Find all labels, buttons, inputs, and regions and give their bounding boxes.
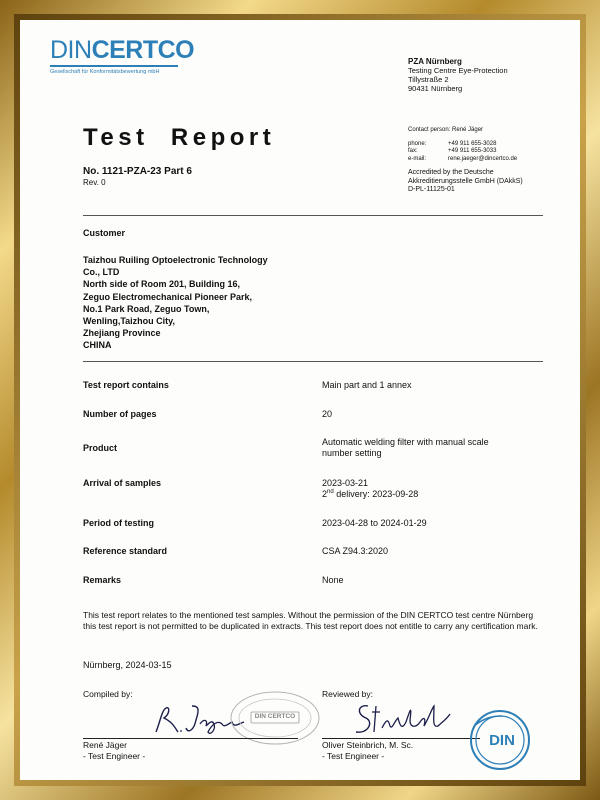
accreditation-line1: Accredited by the Deutsche xyxy=(408,169,494,176)
standard-label: Reference standard xyxy=(83,546,168,556)
pages-label: Number of pages xyxy=(83,409,157,419)
customer-line: CHINA xyxy=(83,340,112,351)
remarks-label: Remarks xyxy=(83,575,122,585)
product-label: Product xyxy=(83,443,118,453)
logo-rule xyxy=(50,65,178,67)
logo-tagline: Gesellschaft für Konformitätsbewertung mbH xyxy=(50,69,160,75)
signature-steinbrich xyxy=(350,700,460,740)
contains-label: Test report contains xyxy=(83,380,169,390)
customer-address xyxy=(83,254,268,352)
customer-line: Co., LTD xyxy=(83,267,120,278)
contact-block xyxy=(408,127,517,163)
logo-certco: CERTCO xyxy=(91,36,195,64)
din-certco-logo xyxy=(50,37,194,75)
customer-line: Zhejiang Province xyxy=(83,328,161,339)
contains-value: Main part and 1 annex xyxy=(322,380,412,390)
customer-line: North side of Room 201, Building 16, xyxy=(83,279,241,290)
divider xyxy=(83,215,543,216)
contact-person: Contact person: René Jäger xyxy=(408,127,484,133)
lab-address xyxy=(408,57,508,93)
reviewed-signature-line xyxy=(322,738,482,739)
divider xyxy=(83,361,543,362)
arrival-ordinal: 2 xyxy=(322,489,328,499)
arrival-ordinal-suffix: nd xyxy=(327,489,334,495)
phone-label: phone: xyxy=(408,140,427,147)
page-title: Test Report xyxy=(83,124,276,151)
arrival-line2 xyxy=(322,489,542,500)
arrival-value xyxy=(322,478,542,500)
lab-line2: Tillystraße 2 xyxy=(408,75,449,84)
customer-line: No.1 Park Road, Zeguo Town, xyxy=(83,303,210,314)
arrival-second: delivery: 2023-09-28 xyxy=(333,489,419,499)
pages-value: 20 xyxy=(322,409,333,419)
fax-value: +49 911 655-3033 xyxy=(448,148,497,154)
accreditation-line3: D-PL-11125-01 xyxy=(408,186,455,193)
arrival-line1: 2023-03-21 xyxy=(322,478,369,488)
reviewed-person xyxy=(322,740,413,762)
customer-line: Zeguo Electromechanical Pioneer Park, xyxy=(83,291,253,302)
stamp-text: DIN CERTCO xyxy=(254,713,296,720)
lab-name: PZA Nürnberg xyxy=(408,57,462,66)
period-value: 2023-04-28 to 2024-01-29 xyxy=(322,518,427,528)
compiled-role: - Test Engineer - xyxy=(83,751,146,761)
din-mark-logo xyxy=(462,708,532,772)
compiled-name: René Jäger xyxy=(83,740,127,750)
compiled-signature-line xyxy=(83,738,298,739)
reviewed-label: Reviewed by: xyxy=(322,689,374,699)
din-mark-text: DIN xyxy=(489,732,515,749)
customer-line: Wenling,Taizhou City, xyxy=(83,316,175,327)
place-date: Nürnberg, 2024-03-15 xyxy=(83,660,172,670)
report-page xyxy=(20,20,580,780)
product-line2: number setting xyxy=(322,448,382,458)
customer-line: Taizhou Ruiling Optoelectronic Technology xyxy=(83,255,268,265)
email-label: e-mail: xyxy=(408,155,427,162)
report-number: No. 1121-PZA-23 Part 6 xyxy=(83,166,192,177)
reviewed-name: Oliver Steinbrich, M. Sc. xyxy=(322,740,414,750)
product-line1: Automatic welding filter with manual scale xyxy=(322,437,489,447)
product-value xyxy=(322,437,542,459)
report-revision: Rev. 0 xyxy=(83,178,106,187)
accreditation-block xyxy=(408,169,523,195)
remarks-value: None xyxy=(322,575,344,585)
compiled-label: Compiled by: xyxy=(83,689,133,699)
accreditation-line2: Akkreditierungsstelle GmbH (DAkkS) xyxy=(408,177,523,185)
arrival-label: Arrival of samples xyxy=(83,478,162,488)
reviewed-role: - Test Engineer - xyxy=(322,751,385,761)
standard-value: CSA Z94.3:2020 xyxy=(322,546,389,556)
lab-line3: 90431 Nürnberg xyxy=(408,84,463,93)
compiled-person xyxy=(83,740,145,762)
lab-line1: Testing Centre Eye-Protection xyxy=(408,66,508,75)
customer-label: Customer xyxy=(83,228,126,238)
disclaimer-note: This test report relates to the mentioned test samples. Without the permission of the DIN CERTCO test centre Nürnberg this test report is not permitted to be duplicated in extracts. This test report does not entitle to carry any certification mark. xyxy=(83,610,538,631)
period-label: Period of testing xyxy=(83,518,155,528)
email-value: rene.jaeger@dincertco.de xyxy=(448,155,518,162)
logo-din: DIN xyxy=(50,36,92,64)
fax-label: fax: xyxy=(408,148,418,154)
phone-value: +49 911 655-3028 xyxy=(448,140,497,147)
